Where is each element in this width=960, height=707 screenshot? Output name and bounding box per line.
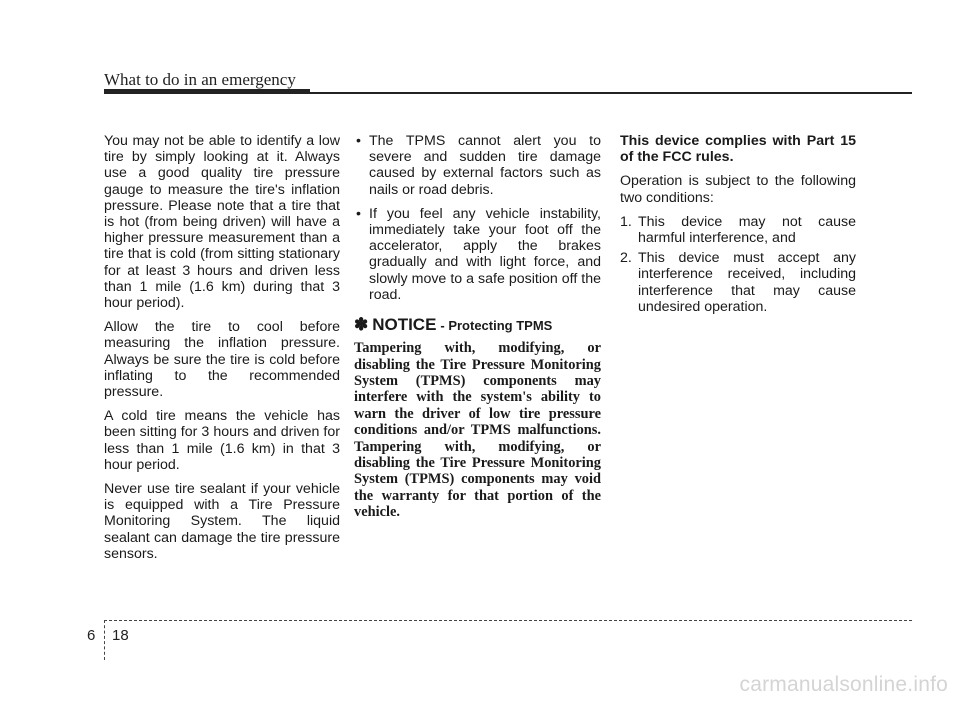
notice-body: Tampering with, modifying, or disabling the Tire Pressure Monitoring System (TPMS) components may interfere with the system's ability to warn the driver of low tire pressure conditions and/or TPMS malfunctions. Tampering with, modifying, or disabling the Tire Pressure Monitoring System (TPMS) components may void the warranty for that portion of the vehicle. bbox=[354, 340, 601, 521]
notice-heading bbox=[354, 317, 601, 334]
condition-number: 1. bbox=[620, 213, 632, 230]
paragraph: You may not be able to identify a low tire by simply looking at it. Always use a good quality tire pressure gauge to measure the tire's inflation pressure. Please note that a tire that is hot (from being driven) will have a higher pressure measurement than a tire that is cold (from sitting stationary for at least 3 hours and driven less than 1 mile (1.6 km) during that 3 hour period). bbox=[104, 133, 340, 312]
fcc-heading: This device complies with Part 15 of the FCC rules. bbox=[620, 133, 856, 166]
header-rule-thick bbox=[104, 89, 310, 94]
bullet-item: • If you feel any vehicle instability, immediately take your foot off the accelerator, apply the brakes gradually and with light force, and slowly move to a safe position off the road. bbox=[354, 206, 601, 303]
condition-item bbox=[620, 214, 856, 246]
fcc-intro: Operation is subject to the following two conditions: bbox=[620, 173, 856, 206]
paragraph: Allow the tire to cool before measuring the inflation pressure. Always be sure the tire is cold before inflating to the recommended pressure. bbox=[104, 319, 340, 401]
condition-list bbox=[620, 214, 856, 315]
condition-text: This device may not cause harmful interference, and bbox=[638, 213, 856, 247]
page-header-title: What to do in an emergency bbox=[104, 70, 296, 89]
notice-label: NOTICE bbox=[372, 315, 437, 335]
footer-dashed-rule bbox=[104, 620, 912, 621]
condition-number: 2. bbox=[620, 250, 632, 267]
column-middle bbox=[354, 133, 601, 529]
column-left bbox=[104, 133, 340, 570]
notice-subtitle: - Protecting TPMS bbox=[440, 318, 553, 334]
bullet-item: • The TPMS cannot alert you to severe and sudden tire damage caused by external factors such as nails or road debris. bbox=[354, 133, 601, 198]
condition-item bbox=[620, 250, 856, 315]
condition-text: This device must accept any interference received, including interference that may cause undesired operation. bbox=[638, 250, 856, 315]
footer-dashed-divider bbox=[104, 620, 105, 660]
notice-icon: ✽ bbox=[354, 315, 369, 335]
bullet-list bbox=[354, 133, 601, 303]
paragraph: A cold tire means the vehicle has been sitting for 3 hours and driven for less than 1 mile (1.6 km) in that 3 hour period. bbox=[104, 408, 340, 473]
header-rule-thin bbox=[310, 92, 912, 94]
footer-section-number: 6 bbox=[87, 627, 96, 644]
footer-page-number: 18 bbox=[112, 627, 129, 644]
paragraph: Never use tire sealant if your vehicle is equipped with a Tire Pressure Monitoring System. The liquid sealant can damage the tire pressure sensors. bbox=[104, 481, 340, 562]
column-right bbox=[620, 133, 856, 319]
watermark-text: carmanualsonline.info bbox=[739, 673, 948, 696]
